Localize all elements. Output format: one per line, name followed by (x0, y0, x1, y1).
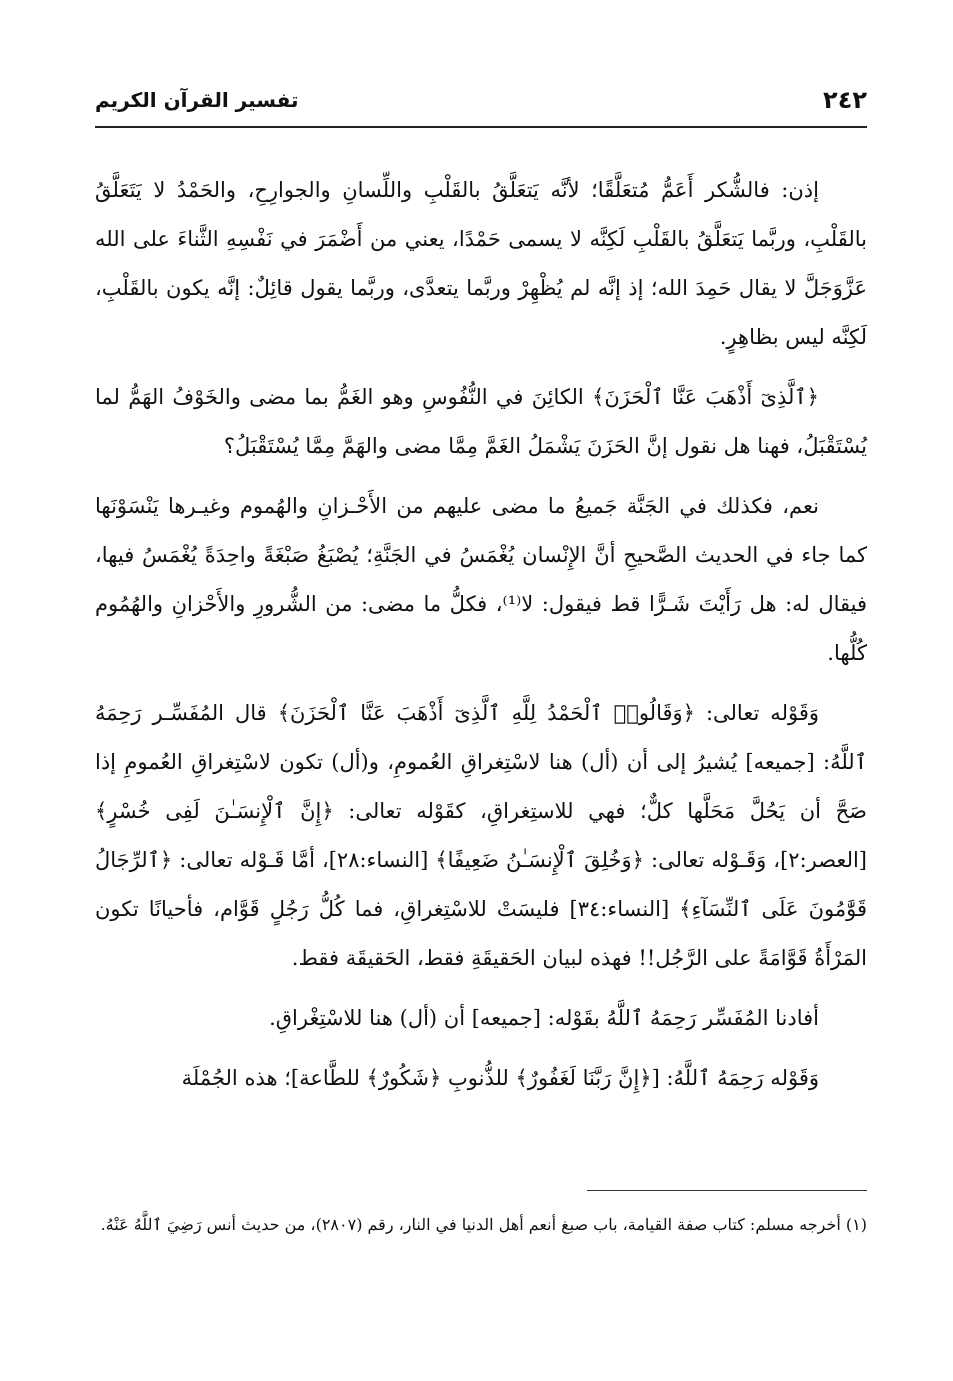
paragraph: وَقَوْله رَحِمَهُ ٱللَّهُ: [﴿إِنَّ رَبَّنَا لَغَفُورٌ﴾ للذُّنوبِ ﴿شَكُورٌ﴾ للطَّاعة]؛ هذه الجُمْلَة (181, 1066, 819, 1090)
footnote-text: (١) أخرجه مسلم: كتاب صفة القيامة، باب صبغ أنعم أهل الدنيا في النار، رقم (٢٨٠٧)، من حديث أنس رَضِيَ ٱللَّهُ عَنْهُ. (100, 1215, 867, 1234)
paragraph: نعم، فكذلك في الجَنَّة جَميعُ ما مضى عليهم من الأَحْـزانِ والهُموم وغيـرها يَنْسَوْنَها كما جاء في الحديث الصَّحيحِ أنَّ الإِنْسان يُغْمَسُ في الجَنَّةِ؛ يُصْبَغُ صَبْغَةً واحِدَةً يُغْمَسُ فيها، فيقال له: هل رَأَيْتَ شَـرًّا قط فيقول: لا⁽¹⁾، فكلُّ ما مضى: من الشُّرورِ والأَحْزانِ والهُمُوم كُلُّها. (95, 494, 867, 665)
body-text (95, 166, 867, 1103)
page-header (95, 84, 867, 122)
book-title: تفسير القرآن الكريم (95, 88, 299, 112)
footnote-rule (587, 1190, 867, 1191)
footnote (95, 1208, 867, 1242)
page-number: ٢٤٢ (823, 86, 867, 114)
paragraph: ﴿ٱلَّذِىٓ أَذْهَبَ عَنَّا ٱلْحَزَنَ﴾ الكائِنَ في النُّفُوسِ وهو الغَمُّ بما مضى والخَوْفُ الهَمُّ لما يُسْتَقْبَلُ، فهنا هل نقول إنَّ الحَزَنَ يَشْمَلُ الغَمَّ مِمَّا مضى والهَمَّ مِمَّا يُسْتَقْبَلُ؟ (95, 385, 867, 458)
header-rule (95, 126, 867, 128)
paragraph: أفادنا المُفَسِّر رَحِمَهُ ٱللَّهُ بقَوْله: [جميعه] أن (أل) هنا للاسْتِغْراقِ. (269, 1006, 819, 1030)
paragraph: وَقَوْله تعالى: ﴿وَقَالُوا۟ ٱلْحَمْدُ لِلَّهِ ٱلَّذِىٓ أَذْهَبَ عَنَّا ٱلْحَزَنَ﴾ قال المُفَسِّـر رَحِمَهُ ٱللَّهُ: [جميعه] يُشيرُ إلى أن (أل) هنا لاسْتِغراقِ العُمومِ، و(أل) تكون لاسْتِغراقِ العُمومِ إذا صَحَّ أن يَحُلَّ مَحَلَّها كلٌّ؛ فهي للاستِغراقِ، كقَوْله تعالى: ﴿إِنَّ ٱلْإِنسَـٰنَ لَفِى خُسْرٍ﴾ [العصر:٢]، وَقَـوْله تعالى: ﴿وَخُلِقَ ٱلْإِنسَـٰنُ ضَعِيفًا﴾ [النساء:٢٨]، أمَّا قَـوْله تعالى: ﴿ٱلرِّجَالُ قَوَّٰمُونَ عَلَى ٱلنِّسَآءِ﴾ [النساء:٣٤] فليسَتْ للاسْتِغراقِ، فما كُلُّ رَجُلٍ قَوَّام، فأحيانًا تكون المَرْأَةُ قَوَّامَةً على الرَّجُل!! فهذه لبيان الحَقيقَةِ فقط، الحَقيقَة فقط. (95, 701, 867, 970)
paragraph: إذن: فالشُّكر أَعَمُّ مُتعَلَّقًا؛ لأنَّه يَتعَلَّقُ بالقَلْبِ واللِّسانِ والجوارِحِ، والحَمْدُ لا يَتَعَلَّقُ بالقَلْبِ، وربَّما يَتعَلَّقُ بالقَلْبِ لَكِنَّه لا يسمى حَمْدًا، يعني من أَضْمَرَ في نَفْسِهِ الثَّناءَ على الله عَزَّوَجَلَّ لا يقال حَمِدَ الله؛ إذ إنَّه لم يُظْهِرْ وربَّما يتعدَّى، وربَّما يقول قائِلٌ: إنَّه يكون بالقَلْبِ، لَكِنَّه ليس بظاهِرٍ. (95, 178, 867, 349)
